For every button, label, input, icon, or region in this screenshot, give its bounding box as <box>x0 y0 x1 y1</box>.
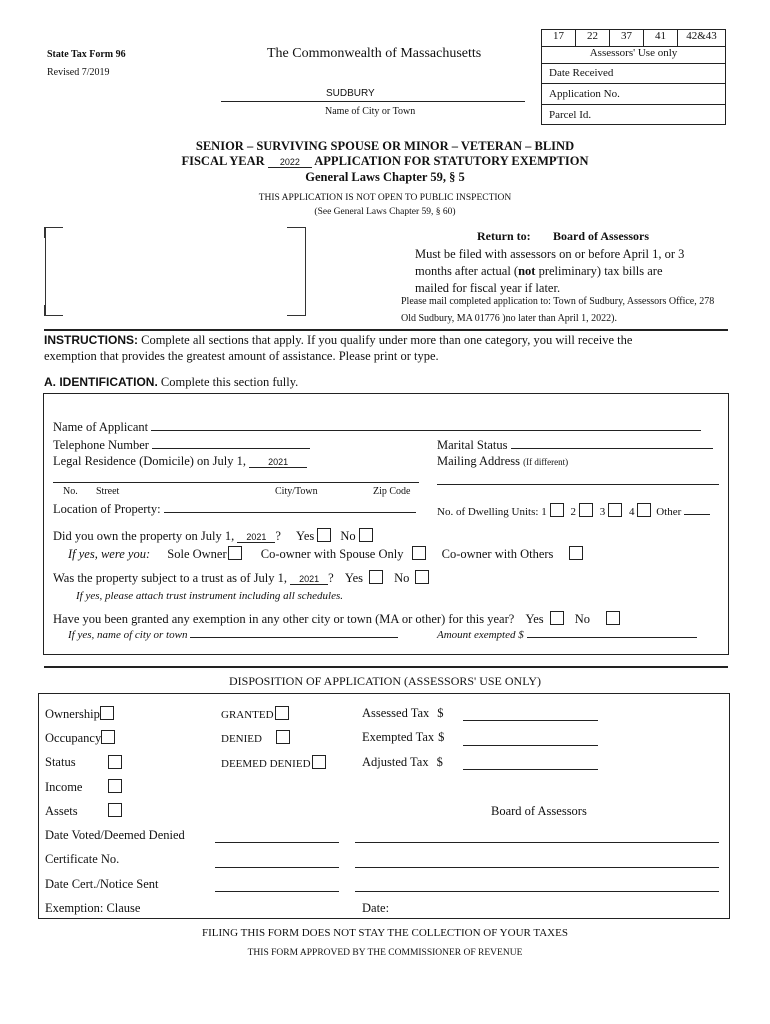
own-no-checkbox[interactable] <box>359 528 373 542</box>
date-cert-input[interactable] <box>215 891 339 892</box>
code-22: 22 <box>576 30 610 46</box>
own-yes-checkbox[interactable] <box>317 528 331 542</box>
address-no-label: No. <box>63 486 78 497</box>
mail-instructions-2: Old Sudbury, MA 01776 )no later than April 1, 2022). <box>401 313 618 324</box>
assessed-tax-input[interactable] <box>463 720 598 721</box>
filing-deadline-1: Must be filed with assessors on or before April 1, or 3 <box>415 247 685 261</box>
date-cert-label: Date Cert./Notice Sent <box>45 877 159 891</box>
return-to-label: Return to: <box>477 229 531 243</box>
revised-date: Revised 7/2019 <box>47 67 110 78</box>
window-bracket-tr <box>287 227 306 238</box>
amount-exempted-input[interactable] <box>527 628 697 638</box>
footer-approval: THIS FORM APPROVED BY THE COMMISSIONER OF REVENUE <box>247 948 523 958</box>
deemed-denied-checkbox[interactable] <box>312 755 326 769</box>
parcel-id-field[interactable]: Parcel Id. <box>549 109 592 121</box>
code-17: 17 <box>542 30 576 46</box>
address-zip-label: Zip Code <box>373 486 411 497</box>
assessor-box <box>541 29 726 125</box>
coowner-spouse-checkbox[interactable] <box>412 546 426 560</box>
certificate-no-label: Certificate No. <box>45 852 120 866</box>
window-bracket-bl <box>44 305 63 316</box>
income-row: Income <box>45 780 83 794</box>
dwelling-units-row: No. of Dwelling Units: 1 2 3 4 Other <box>437 503 710 518</box>
inspection-notice-ref: (See General Laws Chapter 59, § 60) <box>314 207 456 217</box>
deemed-denied-row: DEEMED DENIED <box>221 755 326 770</box>
ownership-row: Ownership <box>45 706 114 722</box>
date-label: Date: <box>362 901 390 915</box>
legal-residence-row: Legal Residence (Domicile) on July 1, 2021 <box>53 454 307 469</box>
status-checkbox[interactable] <box>108 755 122 769</box>
footer-taxes-notice: FILING THIS FORM DOES NOT STAY THE COLLECTION OF YOUR TAXES <box>202 927 568 939</box>
form-number: State Tax Form 96 <box>47 49 126 60</box>
unit-2-checkbox[interactable] <box>579 503 593 517</box>
code-37: 37 <box>610 30 644 46</box>
board-signature-3[interactable] <box>355 891 719 892</box>
exemption-clause-label: Exemption: Clause <box>45 901 141 915</box>
form-subtitle: FISCAL YEAR 2022 APPLICATION FOR STATUTORY EXEMPTION <box>181 154 589 168</box>
mailing-address-row: Mailing Address (If different) <box>437 454 569 468</box>
adjusted-tax-row: Adjusted Tax $ <box>362 755 443 769</box>
granted-checkbox[interactable] <box>275 706 289 720</box>
date-received-field[interactable]: Date Received <box>542 64 725 84</box>
marital-status-row: Marital Status <box>437 436 713 453</box>
coowner-others-checkbox[interactable] <box>569 546 583 560</box>
adjusted-tax-input[interactable] <box>463 769 598 770</box>
own-year-field[interactable]: 2021 <box>237 532 275 543</box>
trust-no-checkbox[interactable] <box>415 570 429 584</box>
marital-status-input[interactable] <box>511 436 713 449</box>
sole-owner-checkbox[interactable] <box>228 546 242 560</box>
board-signature-2[interactable] <box>355 867 719 868</box>
occupancy-row: Occupancy <box>45 730 115 746</box>
fiscal-year-field[interactable]: 2022 <box>268 157 312 168</box>
code-41: 41 <box>644 30 678 46</box>
occupancy-checkbox[interactable] <box>101 730 115 744</box>
inspection-notice: THIS APPLICATION IS NOT OPEN TO PUBLIC INSPECTION <box>258 193 512 203</box>
return-to-value: Board of Assessors <box>553 229 650 243</box>
trust-yes-checkbox[interactable] <box>369 570 383 584</box>
income-checkbox[interactable] <box>108 779 122 793</box>
units-other-input[interactable] <box>684 508 710 515</box>
law-reference: General Laws Chapter 59, § 5 <box>305 170 465 184</box>
address-street-label: Street <box>96 486 120 497</box>
location-input[interactable] <box>164 500 416 513</box>
owner-type-row: If yes, were you: Sole Owner Co-owner with Spouse Only Co-owner with Others <box>68 546 583 562</box>
filing-deadline-3: mailed for fiscal year if later. <box>415 281 561 295</box>
denied-row: DENIED <box>221 730 290 745</box>
board-signature-1[interactable] <box>355 842 719 843</box>
ownership-checkbox[interactable] <box>100 706 114 720</box>
applicant-name-row: Name of Applicant <box>53 418 701 435</box>
window-bracket-tl <box>44 227 63 238</box>
location-row: Location of Property: <box>53 500 416 517</box>
application-no-field[interactable]: Application No. <box>542 84 725 105</box>
exempted-tax-row: Exempted Tax $ <box>362 730 445 744</box>
exempted-tax-input[interactable] <box>463 745 598 746</box>
residence-year-field[interactable]: 2021 <box>249 457 307 468</box>
status-row: Status <box>45 755 76 769</box>
address-city-label: City/Town <box>275 486 318 497</box>
assessed-tax-row: Assessed Tax $ <box>362 706 444 720</box>
trust-year-field[interactable]: 2021 <box>290 574 328 585</box>
other-city-row: If yes, name of city or town <box>68 628 398 641</box>
assets-row: Assets <box>45 804 78 818</box>
telephone-input[interactable] <box>152 436 310 449</box>
form-title: SENIOR – SURVIVING SPOUSE OR MINOR – VETERAN – BLIND <box>195 139 575 153</box>
commonwealth-title: The Commonwealth of Massachusetts <box>267 46 482 61</box>
assets-checkbox[interactable] <box>108 803 122 817</box>
board-of-assessors-label: Board of Assessors <box>491 804 587 818</box>
ownership-question-row: Did you own the property on July 1, 2021 ? Yes No <box>53 528 373 544</box>
date-voted-label: Date Voted/Deemed Denied <box>45 828 185 842</box>
other-city-input[interactable] <box>190 628 398 638</box>
telephone-row: Telephone Number <box>53 436 310 453</box>
instructions-line-2: exemption that provides the greatest amount of assistance. Please print or type. <box>44 349 439 363</box>
section-a-heading: A. IDENTIFICATION. Complete this section fully. <box>44 375 299 389</box>
amount-exempted-row: Amount exempted $ <box>437 628 697 641</box>
mail-instructions-1: Please mail completed application to: Town of Sudbury, Assessors Office, 278 <box>401 296 715 307</box>
date-voted-input[interactable] <box>215 842 339 843</box>
other-no-checkbox[interactable] <box>606 611 620 625</box>
granted-row: GRANTED <box>221 706 289 721</box>
other-exemption-row: Have you been granted any exemption in any other city or town (MA or other) for this year? Yes No <box>53 611 620 627</box>
window-bracket-br <box>287 305 306 316</box>
denied-checkbox[interactable] <box>276 730 290 744</box>
unit-1-checkbox[interactable] <box>550 503 564 517</box>
unit-4-checkbox[interactable] <box>637 503 651 517</box>
filing-deadline-2: months after actual (not preliminary) tax bills are <box>415 264 663 278</box>
trust-question-row: Was the property subject to a trust as of July 1, 2021 ? Yes No <box>53 570 429 586</box>
city-label: Name of City or Town <box>325 106 416 117</box>
other-yes-checkbox[interactable] <box>550 611 564 625</box>
assessor-use-title: Assessors' Use only <box>542 47 725 64</box>
code-42-43: 42&43 <box>686 30 717 42</box>
disposition-title: DISPOSITION OF APPLICATION (ASSESSORS' USE ONLY) <box>228 674 541 688</box>
city-value[interactable]: SUDBURY <box>326 88 375 99</box>
unit-3-checkbox[interactable] <box>608 503 622 517</box>
certificate-no-input[interactable] <box>215 867 339 868</box>
trust-note: If yes, please attach trust instrument including all schedules. <box>76 590 344 602</box>
instructions-line-1: INSTRUCTIONS: Complete all sections that apply. If you qualify under more than one category, you will receive the <box>44 333 633 347</box>
applicant-name-input[interactable] <box>151 418 701 431</box>
